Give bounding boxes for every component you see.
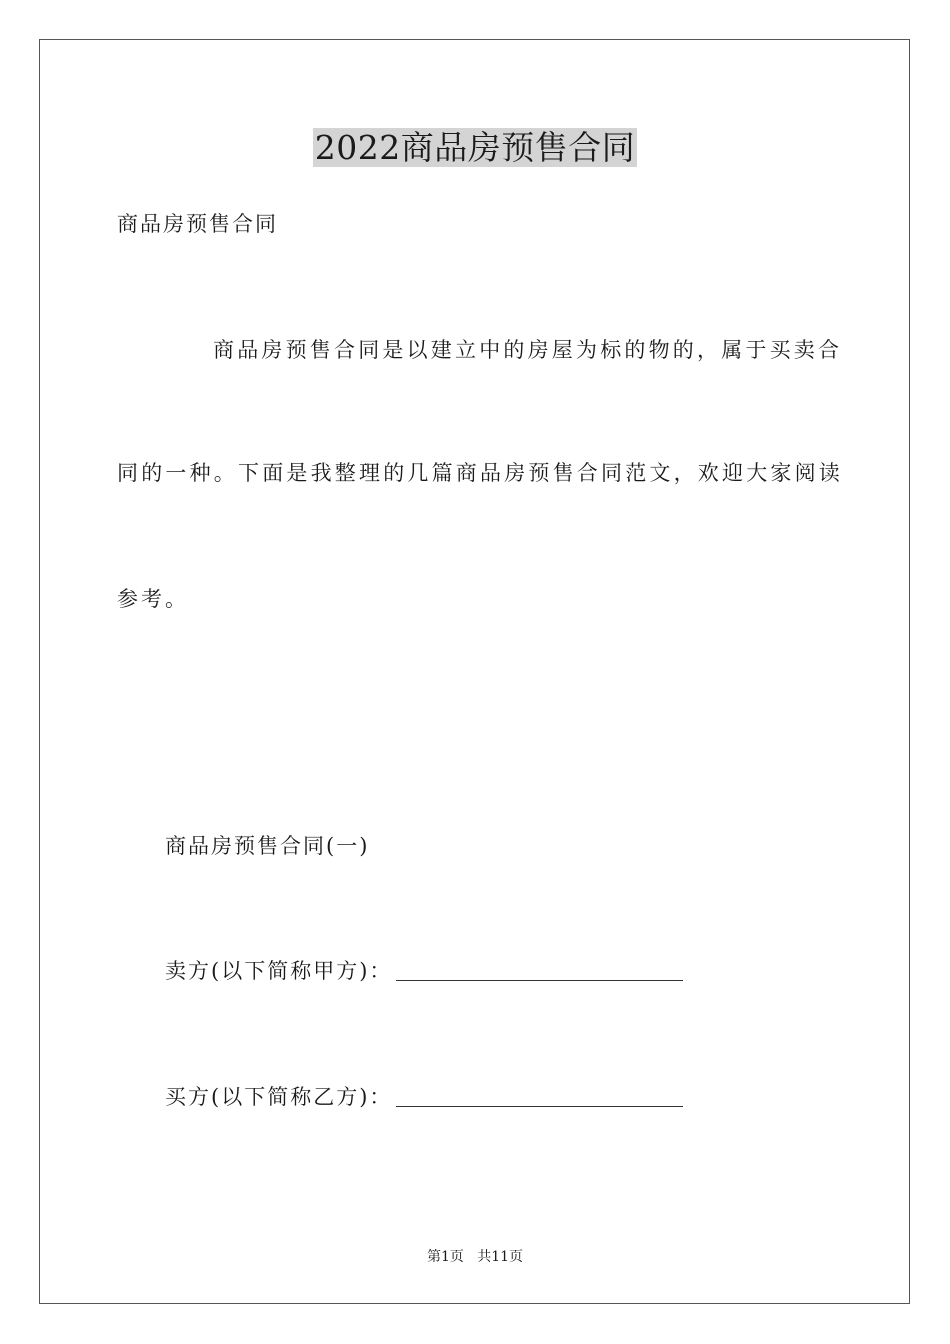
document-title bbox=[0, 126, 950, 170]
intro-paragraph-line-3: 参考。 bbox=[117, 587, 189, 611]
intro-paragraph-line-2: 同的一种。下面是我整理的几篇商品房预售合同范文，欢迎大家阅读 bbox=[117, 461, 843, 485]
section-heading: 商品房预售合同(一) bbox=[165, 834, 370, 858]
buyer-field-row bbox=[165, 1082, 683, 1112]
intro-paragraph-line-1: 商品房预售合同是以建立中的房屋为标的物的，属于买卖合 bbox=[213, 338, 843, 362]
document-subtitle: 商品房预售合同 bbox=[117, 212, 278, 236]
seller-field-row bbox=[165, 956, 683, 986]
buyer-blank-field[interactable] bbox=[396, 1084, 683, 1107]
document-title-text: 2022商品房预售合同 bbox=[314, 128, 636, 167]
seller-label: 卖方(以下简称甲方)： bbox=[165, 959, 393, 983]
buyer-label: 买方(以下简称乙方)： bbox=[165, 1085, 393, 1109]
seller-blank-field[interactable] bbox=[396, 958, 683, 981]
page-number-footer: 第1页 共11页 bbox=[426, 1249, 524, 1265]
